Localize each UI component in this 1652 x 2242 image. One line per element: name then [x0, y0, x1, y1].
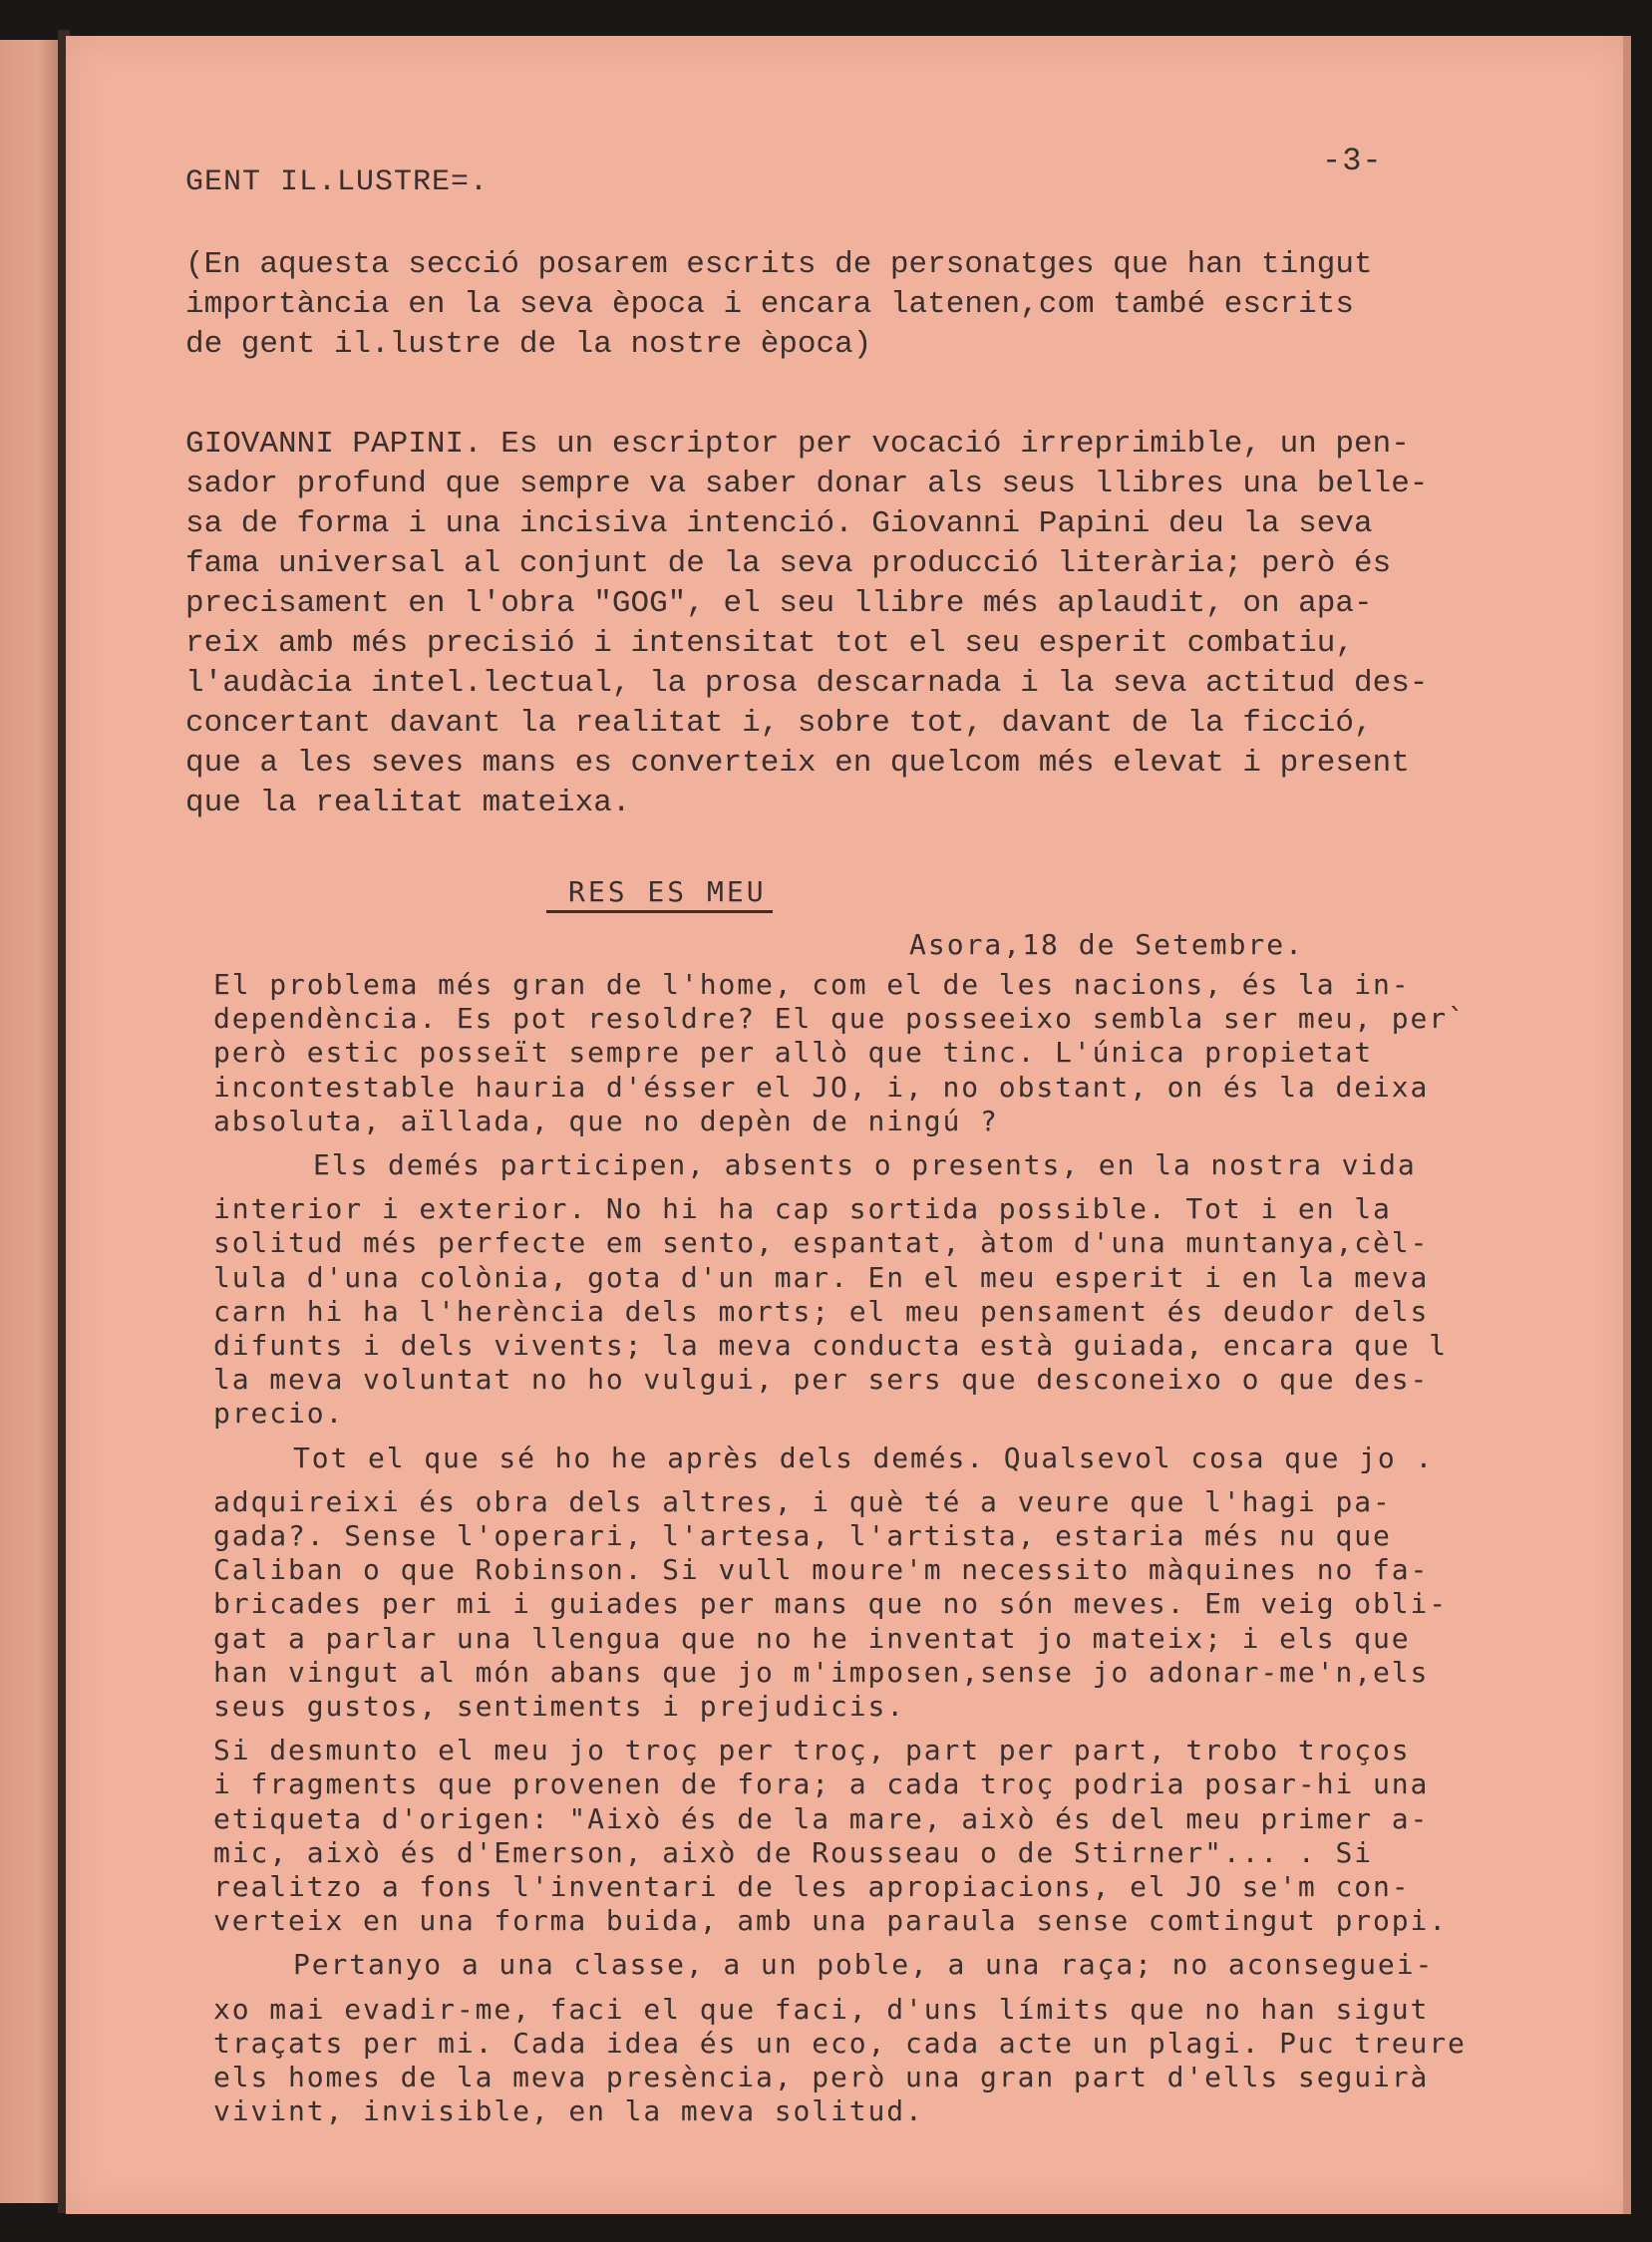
bio-line: que a les seves mans es converteix en quelcom més elevat i present: [185, 746, 1410, 781]
bio-line: precisament en l'obra "GOG", el seu llibre més aplaudit, on apa-: [185, 586, 1373, 621]
bio-line: reix amb més precisió i intensitat tot el seu esperit combatiu,: [185, 626, 1354, 661]
bio-line: GIOVANNI PAPINI. Es un escriptor per vocació irreprimible, un pen-: [185, 427, 1410, 462]
essay-line: absoluta, aïllada, que no depèn de ningú ?: [213, 1104, 999, 1137]
essay-body: [213, 968, 1649, 2129]
essay-line: etiqueta d'origen: "Això és de la mare, això és del meu primer a-: [213, 1801, 1430, 1835]
essay-line: han vingut al món abans que jo m'imposen,sense jo adonar-me'n,els: [213, 1655, 1430, 1689]
essay-line: difunts i dels vivents; la meva conducta està guiada, encara que l: [213, 1329, 1448, 1363]
essay-paragraph: [213, 968, 1649, 1138]
bio-line: l'audàcia intel.lectual, la prosa descarnada i la seva actitud des-: [185, 666, 1429, 701]
section-intro: [185, 245, 1561, 365]
intro-line: de gent il.lustre de la nostre època): [185, 327, 872, 362]
essay-line: Els demés participen, absents o presents, en la nostra vida: [313, 1148, 1417, 1182]
essay-line: i fragments que provenen de fora; a cada troç podria posar-hi una: [213, 1767, 1430, 1801]
section-title: GENT IL.LUSTRE=.: [185, 165, 490, 199]
essay-line: els homes de la meva presència, però una gran part d'ells seguirà: [213, 2061, 1430, 2094]
essay-line: bricades per mi i guiades per mans que no són meves. Em veig obli-: [213, 1587, 1448, 1621]
essay-paragraph: [213, 1192, 1649, 1431]
essay-line: Caliban o que Robinson. Si vull moure'm necessito màquines no fa-: [213, 1553, 1430, 1587]
essay-line: solitud més perfecte em sento, espantat, àtom d'una muntanya,cèl-: [213, 1226, 1430, 1260]
essay-line: Si desmunto el meu jo troç per troç, part per part, trobo troços: [213, 1734, 1411, 1767]
essay-line: xo mai evadir-me, faci el que faci, d'uns límits que no han sigut: [213, 1992, 1430, 2026]
essay-paragraph: [213, 1948, 1649, 1982]
essay-paragraph: [213, 1148, 1649, 1182]
essay-line: Pertanyo a una classe, a un poble, a una raça; no aconseguei-: [293, 1948, 1435, 1982]
bio-line: que la realitat mateixa.: [185, 786, 631, 820]
essay-line: dependència. Es pot resoldre? El que posseeixo sembla ser meu, per`: [213, 1002, 1467, 1036]
essay-line: seus gustos, sentiments i prejudicis.: [213, 1690, 906, 1724]
bio-line: concertant davant la realitat i, sobre tot, davant de la ficció,: [185, 706, 1373, 741]
essay-line: però estic posseït sempre per allò que tinc. L'única propietat: [213, 1036, 1373, 1070]
bio-line: sador profund que sempre va saber donar als seus llibres una belle-: [185, 467, 1429, 501]
essay-line: precio.: [213, 1397, 345, 1431]
essay-line: incontestable hauria d'ésser el JO, i, no obstant, on és la deixa: [213, 1070, 1430, 1104]
bio-line: sa de forma i una incisiva intenció. Giovanni Papini deu la seva: [185, 506, 1373, 541]
document-page: [66, 36, 1631, 2214]
essay-line: adquireixi és obra dels altres, i què té a veure que l'hagi pa-: [213, 1484, 1392, 1518]
essay-line: realitzo a fons l'inventari de les apropiacions, el JO se'm con-: [213, 1870, 1411, 1904]
essay-line: carn hi ha l'herència dels morts; el meu pensament és deudor dels: [213, 1294, 1430, 1328]
essay-dateline: Asora,18 de Setembre.: [909, 928, 1305, 961]
intro-line: (En aquesta secció posarem escrits de personatges que han tingut: [185, 247, 1373, 282]
essay-line: mic, això és d'Emerson, això de Rousseau o de Stirner"... . Si: [213, 1835, 1373, 1869]
essay-paragraph: [213, 1485, 1649, 1724]
intro-line: importància en la seva època i encara latenen,com també escrits: [185, 287, 1354, 322]
essay-line: gada?. Sense l'operari, l'artesa, l'artista, estaria més nu que: [213, 1519, 1392, 1553]
essay-line: interior i exterior. No hi ha cap sortida possible. Tot i en la: [213, 1192, 1392, 1226]
essay-paragraph: [213, 1993, 1649, 2129]
essay-line: gat a parlar una llengua que no he inventat jo mateix; i els que: [213, 1621, 1411, 1655]
essay-line: traçats per mi. Cada idea és un eco, cada acte un plagi. Puc treure: [213, 2026, 1467, 2060]
essay-line: vivint, invisible, en la meva solitud.: [213, 2094, 924, 2128]
previous-page-edge: [0, 40, 62, 2203]
essay-title: RES ES MEU: [546, 875, 773, 913]
essay-line: la meva voluntat no ho vulgui, per sers que desconeixo o que des-: [213, 1363, 1430, 1397]
essay-line: Tot el que sé ho he après dels demés. Qualsevol cosa que jo .: [293, 1441, 1435, 1474]
essay-line: lula d'una colònia, gota d'un mar. En el meu esperit i en la meva: [213, 1260, 1430, 1294]
author-bio: [185, 425, 1621, 823]
essay-paragraph: [213, 1734, 1649, 1938]
page-number: -3-: [1322, 143, 1383, 179]
essay-line: El problema més gran de l'home, com el de les nacions, és la in-: [213, 968, 1411, 1001]
essay-line: verteix en una forma buida, amb una paraula sense comtingut propi.: [213, 1904, 1448, 1938]
bio-line: fama universal al conjunt de la seva producció literària; però és: [185, 546, 1392, 581]
essay-paragraph: [213, 1441, 1649, 1475]
